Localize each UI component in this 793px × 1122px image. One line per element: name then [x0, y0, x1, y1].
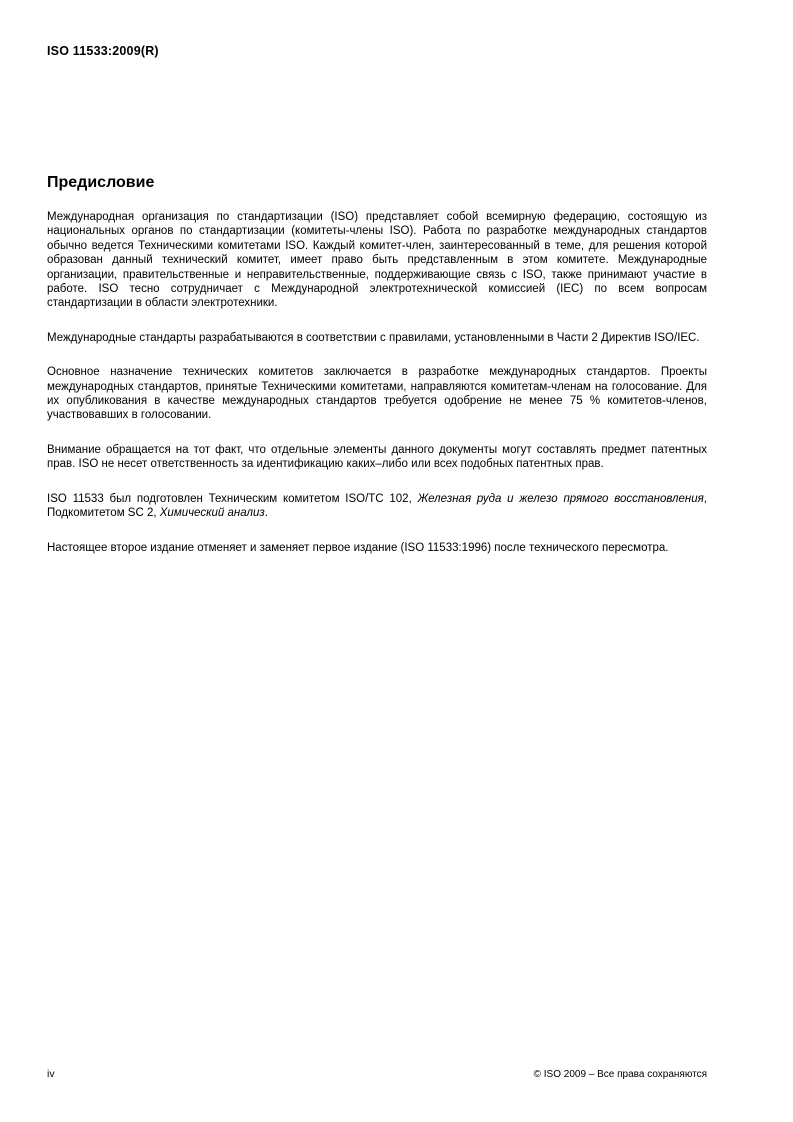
foreword-paragraph-4: Внимание обращается на тот факт, что отдельные элементы данного документы могут составлять предмет патентных прав. ISO не несет ответственность за идентификацию каких–либо или всех подобных патентных прав.	[47, 443, 707, 471]
running-header: ISO 11533:2009(R)	[47, 44, 159, 58]
foreword-paragraph-3: Основное назначение технических комитетов заключается в разработке международных стандартов. Проекты международных стандартов, принятые Техническими комитетами, направляются комитетам-членам на голосование. Для их опубликования в качестве международных стандартов требуется одобрение не менее 75 % комитетов-членов, участвовавших в голосовании.	[47, 366, 707, 422]
foreword-paragraph-2: Международные стандарты разрабатываются в соответствии с правилами, установленными в Части 2 Директив ISO/IEC.	[47, 331, 700, 344]
foreword-paragraph-1: Международная организация по стандартизации (ISO) представляет собой всемирную федерацию, состоящую из национальных органов по стандартизации (комитеты-члены ISO). Работа по разработке международных стандартов обычно ведется Техническими комитетами ISO. Каждый комитет-член, заинтересованный в теме, для решения которой образован данный технический комитет, имеет право быть представленным в этом комитете. Международные организации, правительственные и неправительственные, поддерживающие связь с ISO, также принимают участие в работе. ISO тесно сотрудничает с Международной электротехнической комиссией (IEC) по всем вопросам стандартизации в области электротехники.	[47, 211, 707, 310]
foreword-paragraph-edition: Настоящее второе издание отменяет и заменяет первое издание (ISO 11533:1996) после технического пересмотра.	[47, 541, 669, 554]
copyright-notice: © ISO 2009 – Все права сохраняются	[533, 1069, 707, 1080]
committee-text-3: .	[264, 507, 268, 520]
page-content	[47, 44, 707, 555]
committee-text-1: ISO 11533 был подготовлен Техническим комитетом ISO/TC 102,	[47, 492, 418, 505]
committee-title-italic-2: Химический анализ	[159, 507, 265, 520]
page-number: iv	[47, 1068, 55, 1080]
page-footer	[47, 1068, 707, 1080]
committee-text-2: , Подкомитетом SC 2,	[47, 492, 707, 520]
committee-title-italic-1: Железная руда и железо прямого восстановления	[417, 492, 704, 505]
foreword-heading: Предисловие	[47, 174, 155, 191]
foreword-paragraph-committee	[47, 492, 707, 521]
